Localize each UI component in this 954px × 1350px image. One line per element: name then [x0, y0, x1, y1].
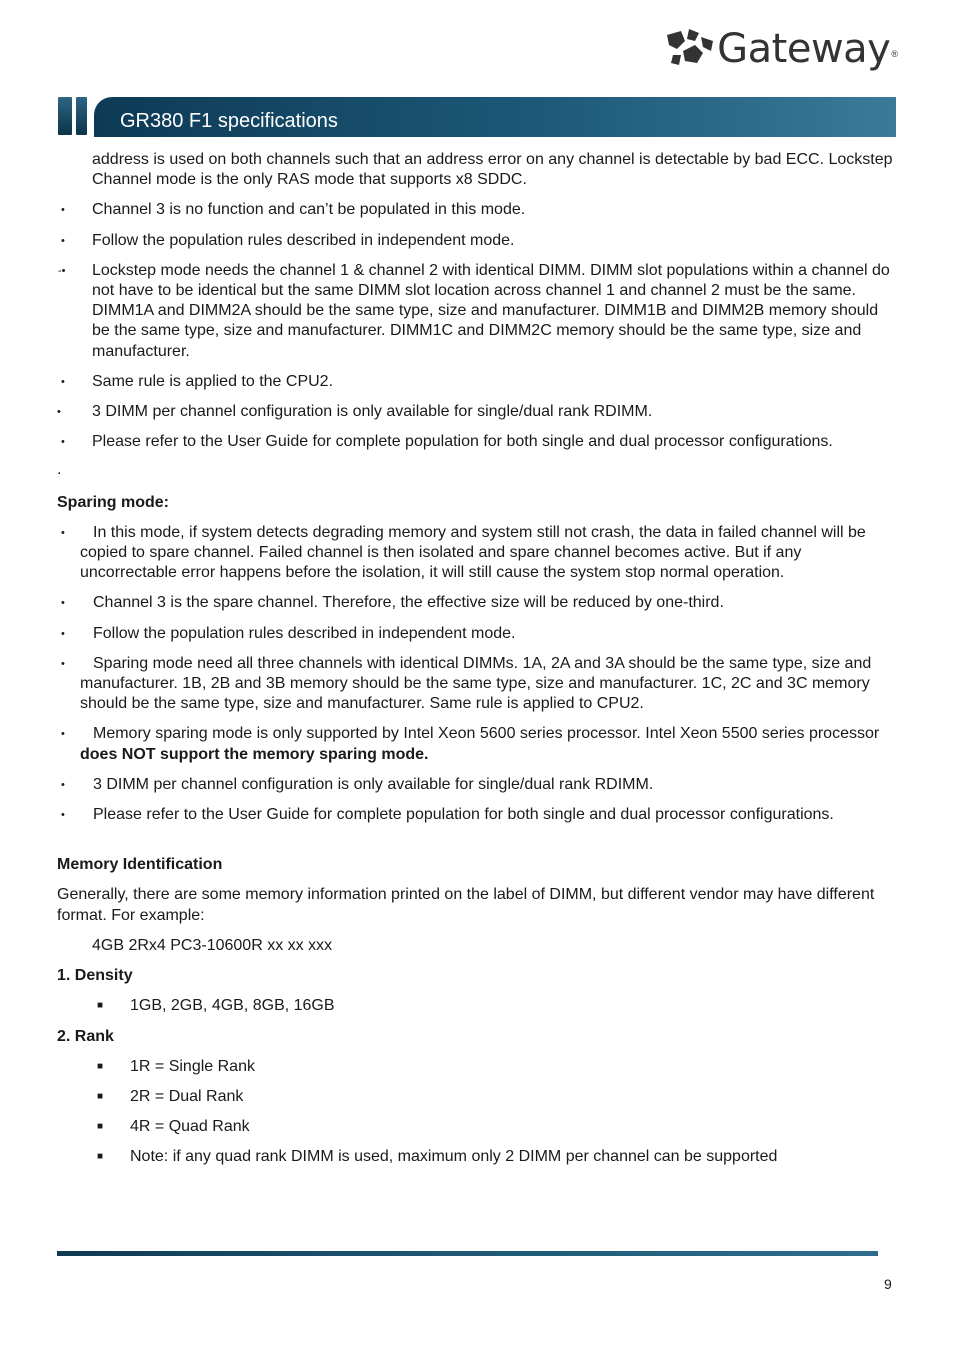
- bullet-icon: •: [61, 204, 65, 217]
- stray-dot: .: [57, 461, 62, 479]
- square-bullet-icon: ■: [97, 1151, 104, 1163]
- list-item: [57, 402, 899, 422]
- document-body: [57, 150, 899, 1178]
- square-bullet-icon: ■: [97, 1121, 104, 1133]
- section-heading-memory-id: Memory Identification: [57, 856, 223, 874]
- list-item: [57, 805, 899, 825]
- memory-label-example: 4GB 2Rx4 PC3-10600R xx xx xxx: [92, 936, 333, 954]
- lockstep-intro: address is used on both channels such that an address error on any channel is detectable by bad ECC. Lockstep Channel mode is the only RAS mode that supports x8 SDDC.: [92, 151, 893, 189]
- list-item: [57, 1147, 899, 1167]
- bullet-icon: -•: [58, 264, 66, 277]
- bullet-icon: •: [61, 436, 65, 449]
- bullet-icon: •: [61, 375, 65, 388]
- title-banner: [58, 97, 896, 137]
- list-item: [57, 996, 899, 1016]
- bullet-icon: •: [61, 627, 65, 640]
- bullet-icon: •: [61, 526, 65, 539]
- list-item: [57, 1087, 899, 1107]
- density-heading: 1. Density: [57, 967, 133, 985]
- list-item-text: Note: if any quad rank DIMM is used, maximum only 2 DIMM per channel can be supported: [130, 1148, 778, 1166]
- list-item-text: 1GB, 2GB, 4GB, 8GB, 16GB: [130, 997, 335, 1015]
- list-item-text: 4R = Quad Rank: [130, 1118, 250, 1136]
- footer-divider: [57, 1251, 878, 1256]
- list-item-text: Lockstep mode needs the channel 1 & channel 2 with identical DIMM. DIMM slot populations within a channel do not have to be identical but the same DIMM slot location across channel 1 and channel 2 must be the same. DIMM1A and DIMM2A should be the same type, size and manufacturer. DIMM1B and DIMM2B memory should be the same type, size and manufacturer. DIMM1C and DIMM2C memory should be the same type, size and manufacturer.: [92, 261, 890, 360]
- square-bullet-icon: ■: [97, 1090, 104, 1102]
- list-item-text: [57, 724, 899, 764]
- xeon-text: Memory sparing mode is only supported by Intel Xeon 5600 series processor. Intel Xeon 5500 series processor: [93, 725, 880, 743]
- list-item: [57, 432, 899, 452]
- square-bullet-icon: ■: [97, 1000, 104, 1012]
- cow-spots-icon: [665, 27, 717, 71]
- banner-accent-bar: [76, 97, 87, 135]
- gateway-logo: [665, 26, 898, 72]
- bullet-icon: •: [61, 657, 65, 670]
- registered-mark: ®: [891, 48, 898, 59]
- list-item-text: 3 DIMM per channel configuration is only available for single/dual rank RDIMM.: [93, 775, 654, 793]
- bullet-icon: •: [57, 406, 61, 419]
- bullet-icon: •: [61, 809, 65, 822]
- list-item: [57, 593, 899, 613]
- list-item: [57, 261, 899, 362]
- list-item: [57, 654, 899, 715]
- banner-accent-bar: [58, 97, 72, 135]
- rank-heading: 2. Rank: [57, 1027, 114, 1045]
- list-item: [57, 200, 899, 220]
- list-item-text: 1R = Single Rank: [130, 1057, 255, 1075]
- memory-id-intro: Generally, there are some memory information printed on the label of DIMM, but different vendor may have different format. For example:: [57, 886, 875, 924]
- list-item-text: Follow the population rules described in independent mode.: [92, 231, 515, 249]
- square-bullet-icon: ■: [97, 1060, 104, 1072]
- list-item: [57, 1117, 899, 1137]
- xeon-bold-text: does NOT support the memory sparing mode.: [80, 745, 429, 763]
- list-item-text: Follow the population rules described in independent mode.: [93, 624, 516, 642]
- list-item-text: 3 DIMM per channel configuration is only available for single/dual rank RDIMM.: [92, 403, 653, 421]
- list-item-text: Please refer to the User Guide for complete population for both single and dual processor configurations.: [93, 806, 834, 824]
- logo-wordmark: Gateway: [717, 26, 891, 72]
- list-item: [57, 231, 899, 251]
- page-title: GR380 F1 specifications: [120, 110, 338, 132]
- list-item: [57, 624, 899, 644]
- list-item: [57, 1057, 899, 1077]
- bullet-icon: •: [61, 597, 65, 610]
- list-item-text: Channel 3 is no function and can’t be populated in this mode.: [92, 201, 526, 219]
- list-item-text: Channel 3 is the spare channel. Therefore, the effective size will be reduced by one-third.: [93, 594, 724, 612]
- bullet-icon: •: [61, 778, 65, 791]
- list-item: [57, 724, 899, 764]
- list-item: [57, 372, 899, 392]
- page-number: 9: [884, 1276, 892, 1292]
- bullet-icon: •: [61, 234, 65, 247]
- list-item-text: Please refer to the User Guide for complete population for both single and dual processor configurations.: [92, 433, 833, 451]
- list-item-text: Sparing mode need all three channels with identical DIMMs. 1A, 2A and 3A should be the same type, size and manufacturer. 1B, 2B and 3B memory should be the same type, size and manufacturer. 1C, 2C and 3C memory should be the same type, size and manufacturer. Same rule is applied to CPU2.: [80, 654, 872, 713]
- list-item-text: 2R = Dual Rank: [130, 1087, 244, 1105]
- list-item: [57, 775, 899, 795]
- list-item-text: In this mode, if system detects degrading memory and system still not crash, the data in failed channel will be copied to spare channel. Failed channel is then isolated and spare channel becomes active. But if any uncorrectable error happens before the isolation, it will still cause the system stop normal operation.: [80, 523, 866, 582]
- list-item-text: Same rule is applied to the CPU2.: [92, 372, 334, 390]
- list-item: [57, 523, 899, 584]
- section-heading-sparing: Sparing mode:: [57, 493, 170, 511]
- bullet-icon: •: [61, 728, 65, 741]
